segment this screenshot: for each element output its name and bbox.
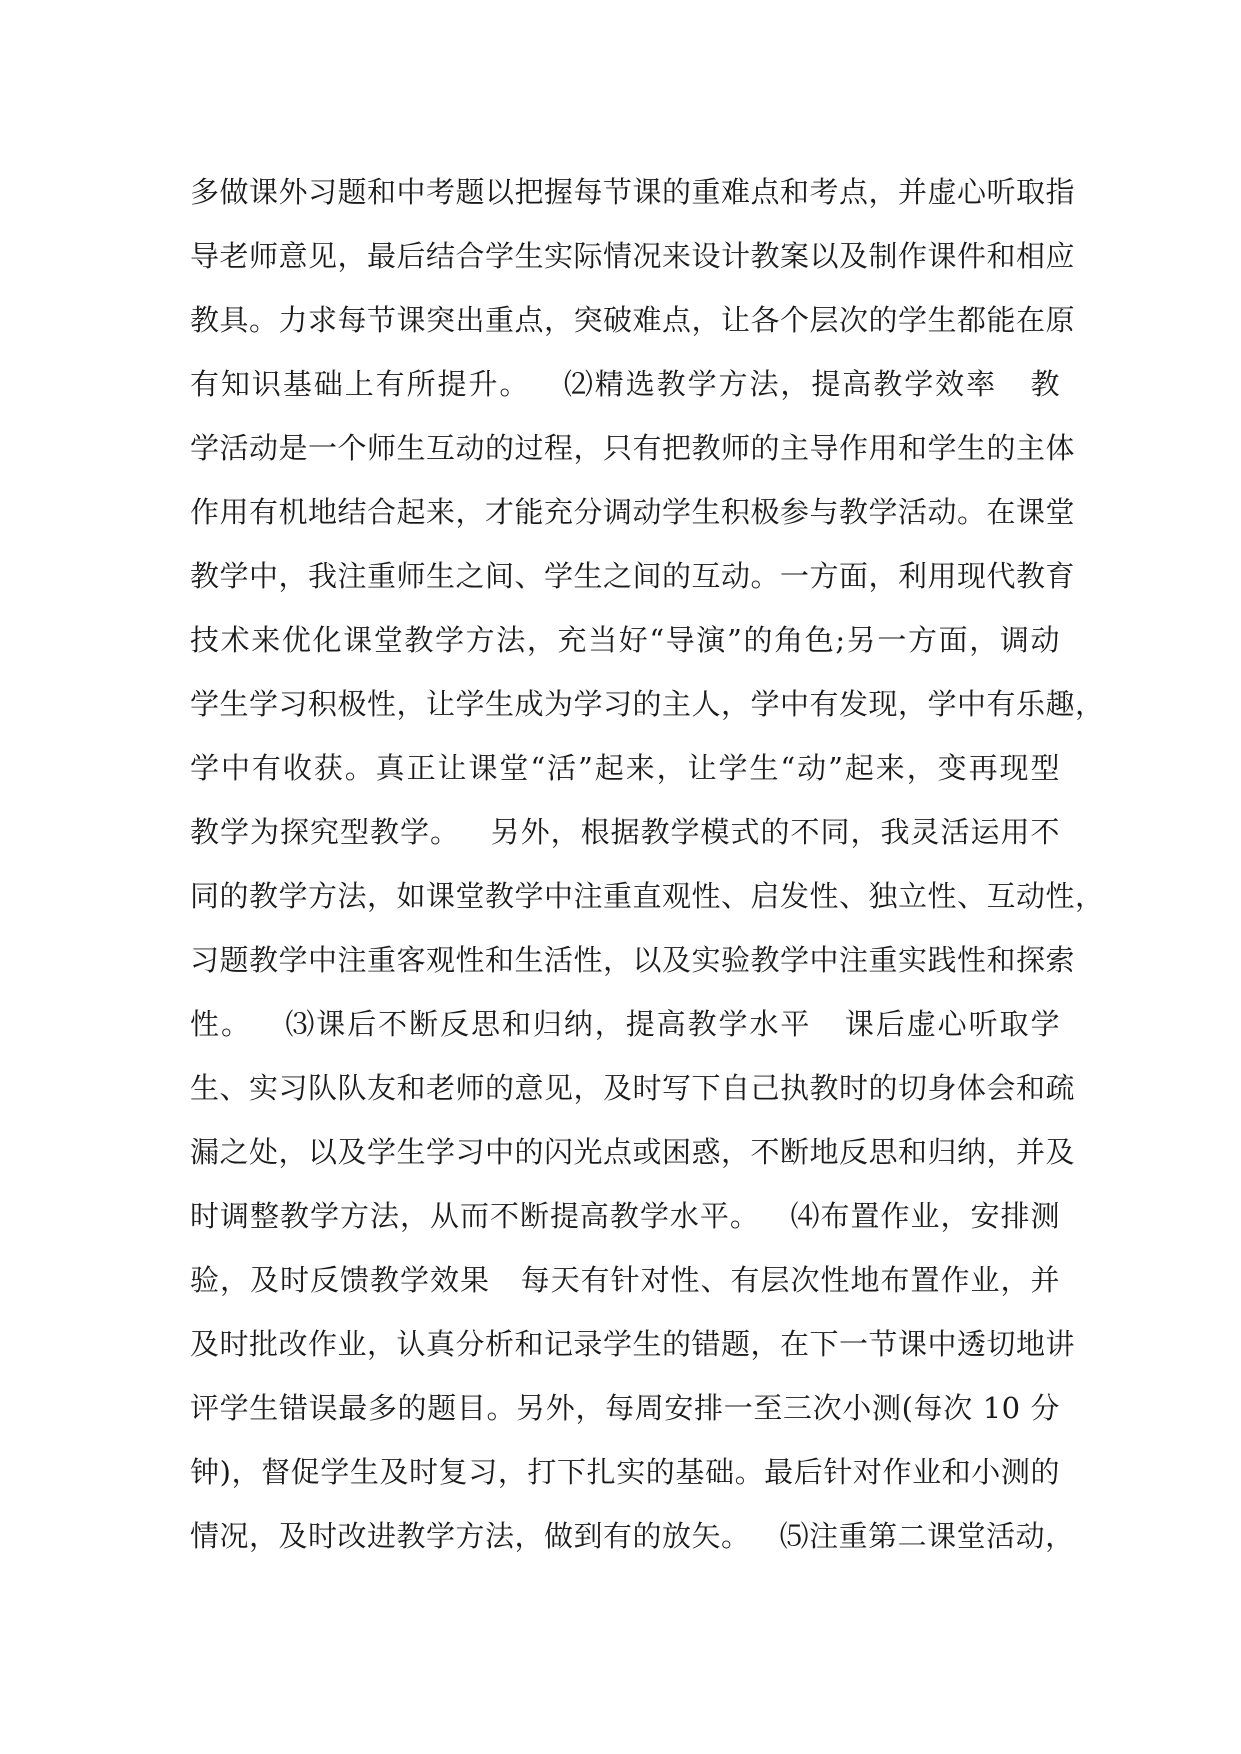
text-line: 验，及时反馈教学效果 每天有针对性、有层次性地布置作业，并 bbox=[190, 1263, 1060, 1297]
text-line: 习题教学中注重客观性和生活性，以及实验教学中注重实践性和探索 bbox=[190, 943, 1076, 977]
text-line: 生、实习队队友和老师的意见，及时写下自己执教时的切身体会和疏 bbox=[190, 1071, 1076, 1105]
text-line: 同的教学方法，如课堂教学中注重直观性、启发性、独立性、互动性， bbox=[190, 879, 1105, 913]
text-line: 导老师意见，最后结合学生实际情况来设计教案以及制作课件和相应 bbox=[190, 239, 1076, 273]
text-line: 有知识基础上有所提升。 ⑵精选教学方法，提高教学效率 教 bbox=[190, 367, 1060, 401]
text-line: 学活动是一个师生互动的过程，只有把教师的主导作用和学生的主体 bbox=[190, 431, 1076, 465]
text-line: 钟)，督促学生及时复习，打下扎实的基础。最后针对作业和小测的 bbox=[190, 1455, 1060, 1489]
text-line: 学生学习积极性，让学生成为学习的主人，学中有发现，学中有乐趣， bbox=[190, 687, 1105, 721]
text-line: 性。 ⑶课后不断反思和归纳，提高教学水平 课后虚心听取学 bbox=[190, 1007, 1060, 1041]
text-line: 漏之处，以及学生学习中的闪光点或困惑，不断地反思和归纳，并及 bbox=[190, 1135, 1076, 1169]
text-line: 时调整教学方法，从而不断提高教学水平。 ⑷布置作业，安排测 bbox=[190, 1199, 1060, 1233]
text-line: 学中有收获。真正让课堂“活”起来，让学生“动”起来，变再现型 bbox=[190, 751, 1060, 785]
text-line: 评学生错误最多的题目。另外，每周安排一至三次小测(每次 10 分 bbox=[190, 1391, 1060, 1425]
text-line: 作用有机地结合起来，才能充分调动学生积极参与教学活动。在课堂 bbox=[190, 495, 1076, 529]
text-line: 教学中，我注重师生之间、学生之间的互动。一方面，利用现代教育 bbox=[190, 559, 1076, 593]
text-line: 教学为探究型教学。 另外，根据教学模式的不同，我灵活运用不 bbox=[190, 815, 1060, 849]
text-line: 技术来优化课堂教学方法，充当好“导演”的角色;另一方面，调动 bbox=[190, 623, 1060, 657]
text-line: 教具。力求每节课突出重点，突破难点，让各个层次的学生都能在原 bbox=[190, 303, 1076, 337]
text-line: 情况，及时改进教学方法，做到有的放矢。 ⑸注重第二课堂活动， bbox=[190, 1519, 1075, 1553]
text-line: 多做课外习题和中考题以把握每节课的重难点和考点，并虚心听取指 bbox=[190, 175, 1076, 209]
text-line: 及时批改作业，认真分析和记录学生的错题，在下一节课中透切地讲 bbox=[190, 1327, 1076, 1361]
body-text bbox=[190, 160, 1105, 1568]
